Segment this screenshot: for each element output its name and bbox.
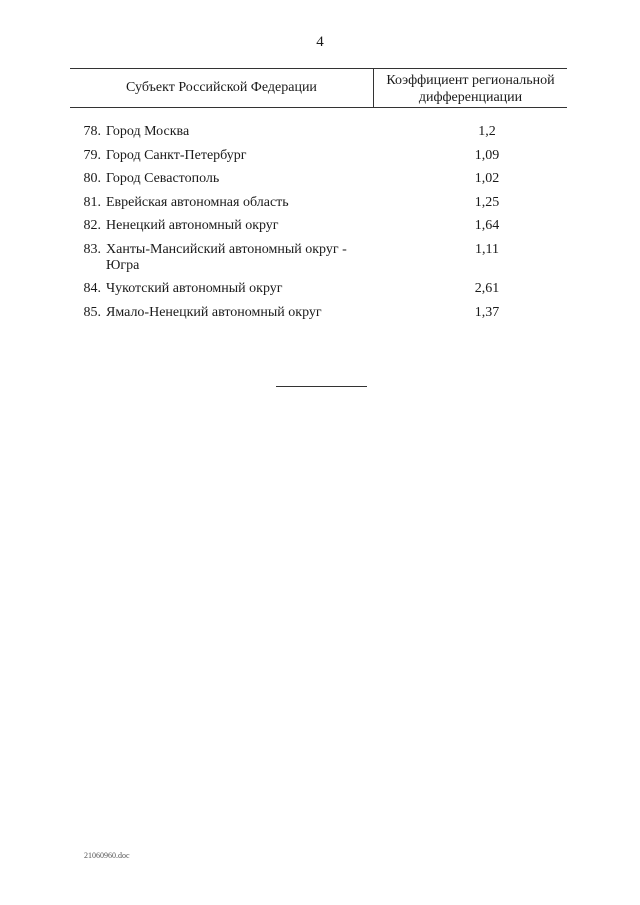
row-coefficient: 1,37 bbox=[474, 304, 500, 320]
row-subject: Еврейская автономная область bbox=[106, 194, 289, 210]
row-number: 84. bbox=[83, 281, 101, 296]
table-row bbox=[70, 281, 567, 297]
coefficient-header-line-1: Коэффициент региональной bbox=[386, 73, 555, 88]
row-number: 81. bbox=[83, 194, 101, 210]
row-subject: Ханты-Мансийский автономный округ - Югра bbox=[106, 241, 347, 273]
document-filename: 21060960.doc bbox=[84, 851, 130, 860]
row-number: 80. bbox=[83, 171, 101, 186]
table-row bbox=[70, 218, 567, 234]
row-coefficient: 1,02 bbox=[474, 171, 500, 186]
table-row bbox=[70, 148, 567, 164]
row-coefficient: 1,64 bbox=[474, 218, 500, 233]
row-subject: Город Санкт-Петербург bbox=[106, 147, 247, 163]
row-subject: Город Москва bbox=[106, 124, 190, 139]
end-of-table-rule bbox=[276, 386, 367, 387]
coefficient-column-header bbox=[374, 72, 567, 106]
table-row bbox=[70, 171, 567, 187]
row-number: 78. bbox=[83, 124, 101, 139]
row-number: 79. bbox=[83, 147, 101, 163]
row-coefficient: 1,25 bbox=[474, 194, 500, 210]
table-row bbox=[70, 305, 567, 321]
table-row bbox=[70, 124, 567, 140]
row-subject: Ненецкий автономный округ bbox=[106, 218, 279, 233]
row-coefficient: 1,09 bbox=[474, 147, 500, 163]
row-subject: Чукотский автономный округ bbox=[106, 281, 283, 296]
subject-column-header: Субъект Российской Федерации bbox=[126, 80, 317, 95]
row-coefficient: 1,2 bbox=[478, 124, 496, 139]
row-coefficient: 1,11 bbox=[475, 241, 499, 257]
table-body bbox=[70, 124, 567, 328]
table-row bbox=[70, 195, 567, 211]
row-subject: Город Севастополь bbox=[106, 171, 220, 186]
row-subject: Ямало-Ненецкий автономный округ bbox=[106, 304, 322, 320]
row-number: 82. bbox=[83, 218, 101, 233]
row-coefficient: 2,61 bbox=[474, 281, 500, 296]
coefficient-header-line-2: дифференциации bbox=[418, 90, 523, 105]
page-number: 4 bbox=[316, 34, 324, 50]
row-number: 83. bbox=[83, 241, 101, 257]
table-row bbox=[70, 242, 567, 274]
row-number: 85. bbox=[83, 304, 101, 320]
